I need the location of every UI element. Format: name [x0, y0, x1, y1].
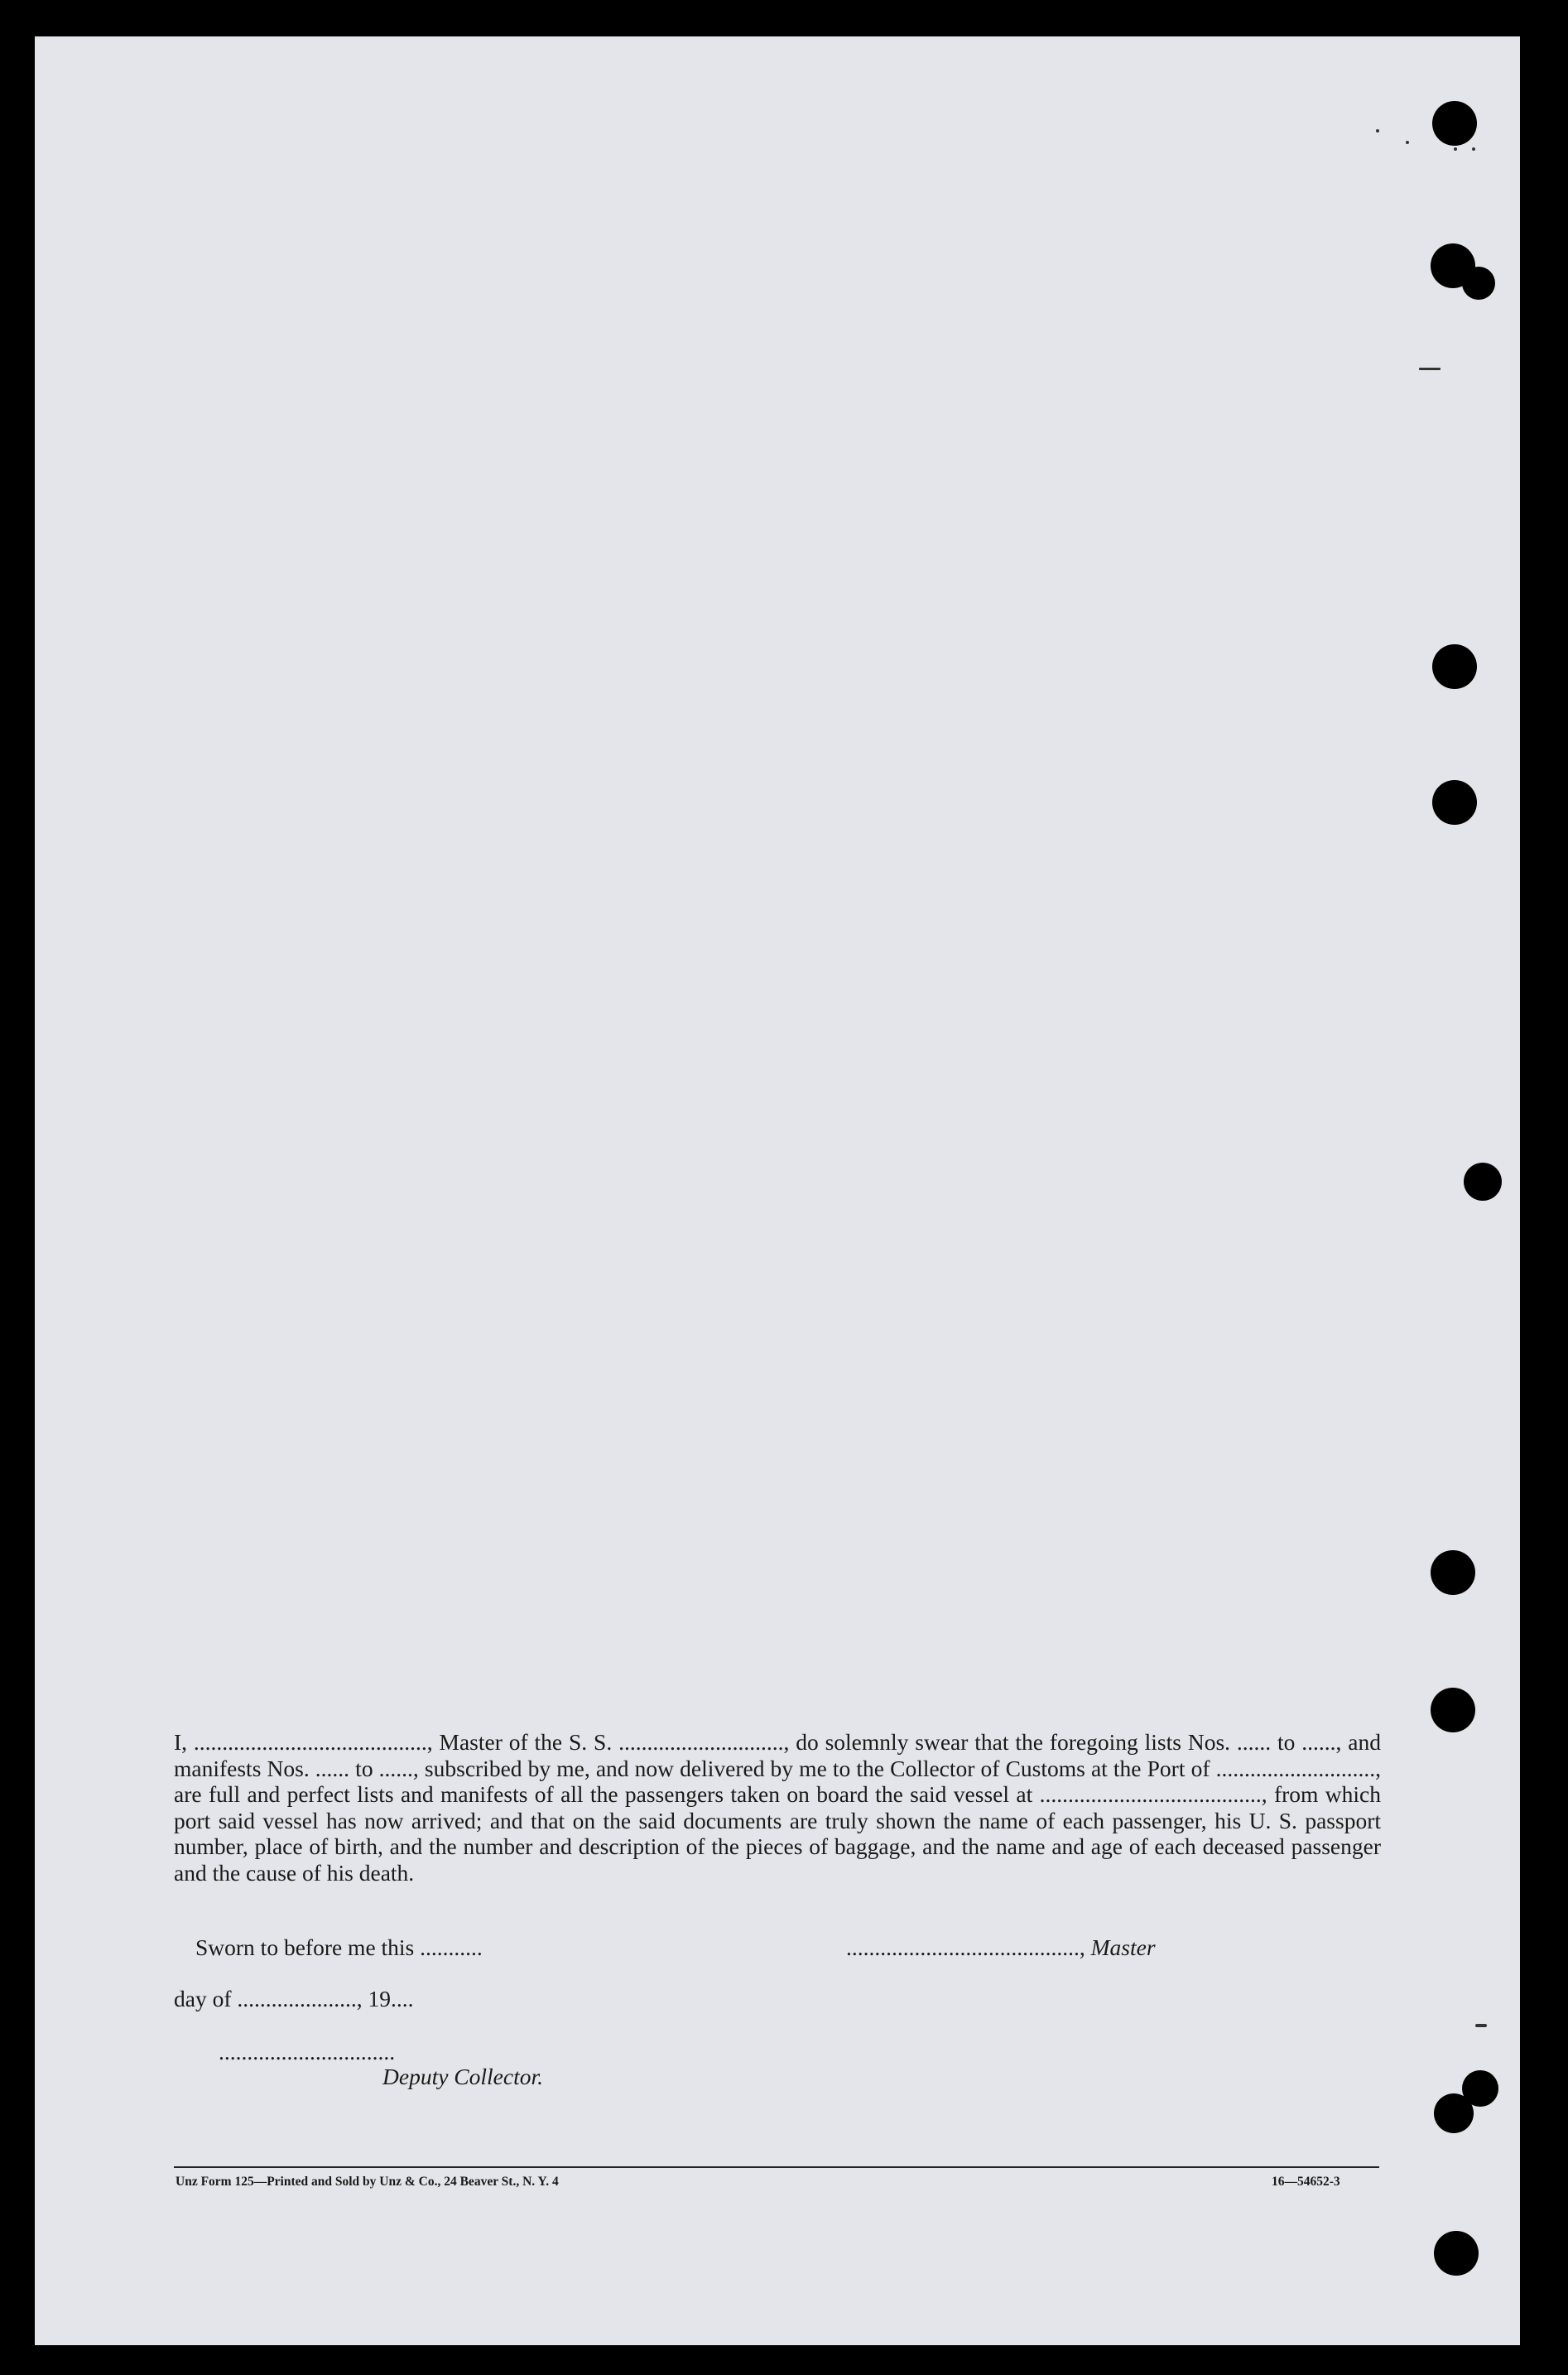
paper-speck [1472, 147, 1475, 151]
document-page [35, 36, 1520, 2345]
paper-speck [1406, 141, 1409, 144]
deputy-signature-dots: ............................... [219, 2039, 396, 2064]
day-line: day of ....................., 19.... [174, 1986, 414, 2011]
punch-hole [1431, 1550, 1475, 1595]
punch-hole [1462, 267, 1495, 300]
punch-hole [1431, 1688, 1475, 1732]
footer-form-number: 16—54652-3 [1272, 2175, 1340, 2189]
punch-hole [1434, 2231, 1479, 2276]
master-signature-dots: ........................................., [846, 1934, 1085, 1960]
master-oath-paragraph [174, 1729, 1381, 1886]
paper-speck [1419, 368, 1441, 370]
footer-printer-credit: Unz Form 125—Printed and Sold by Unz & Co., 24 Beaver St., N. Y. 4 [176, 2175, 559, 2189]
footer-divider [174, 2166, 1379, 2168]
punch-hole [1432, 101, 1477, 146]
paper-speck [1454, 147, 1457, 151]
paper-speck [1475, 2024, 1487, 2027]
oath-text: I, ........................................., Master of the S. S. ............................., do solemnly swear that the foregoing lists Nos. ...... to ......, and manifests Nos. ...... to ......, subscribed by me, and now delivered by me to the Collector of Customs at the Port of ............................, are full and perfect lists and manifests of all the passengers taken on board the said vessel at ......................................., from which port said vessel has now arrived; and that on the said documents are truly shown the name of each passenger, his U. S. passport number, place of birth, and the number and description of the pieces of baggage, and the name and age of each deceased passenger and the cause of his death. [174, 1729, 1381, 1886]
master-label: Master [1090, 1934, 1156, 1960]
sworn-line: Sworn to before me this ........... [195, 1934, 483, 1960]
paper-speck [1376, 129, 1379, 132]
master-signature-line [846, 1934, 1156, 1961]
punch-hole [1432, 644, 1477, 689]
punch-hole [1464, 1163, 1502, 1201]
punch-hole [1432, 780, 1477, 825]
deputy-collector-label: Deputy Collector. [382, 2064, 543, 2089]
punch-hole [1434, 2093, 1474, 2133]
